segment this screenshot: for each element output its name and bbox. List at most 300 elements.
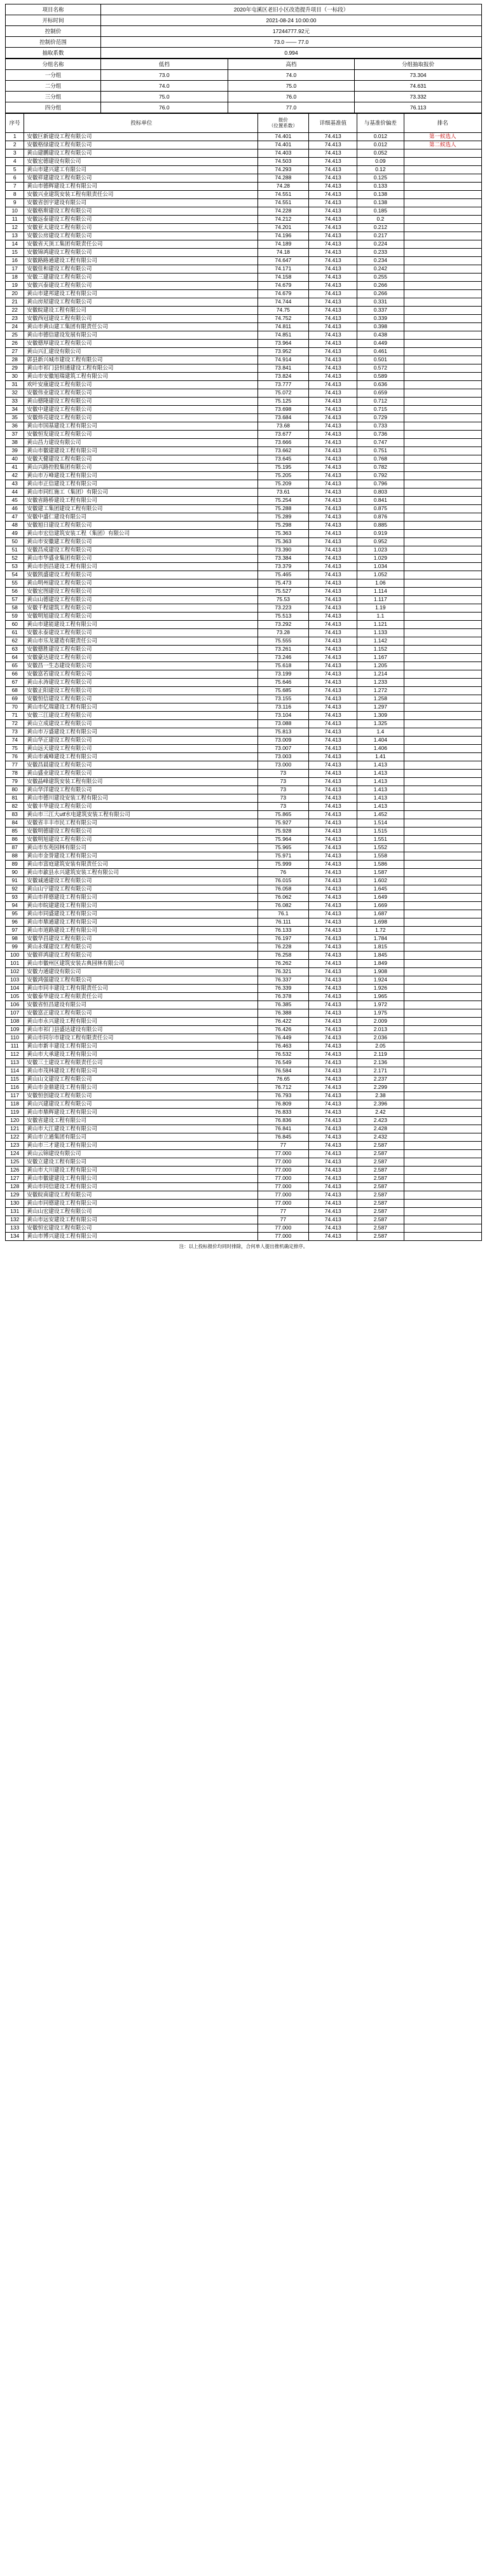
row-bidder-name: 黄山市万峰建设工程有限公司 bbox=[24, 472, 257, 480]
row-bidder-name: 安徽中建建设工程有限公司 bbox=[24, 406, 257, 414]
row-seq: 119 bbox=[6, 1109, 24, 1117]
row-bidder-name: 安徽昌一生态建设有限公司 bbox=[24, 662, 257, 670]
row-rank bbox=[404, 803, 481, 811]
row-rank bbox=[404, 621, 481, 629]
table-row bbox=[6, 654, 482, 662]
row-seq: 48 bbox=[6, 522, 24, 530]
table-row bbox=[6, 488, 482, 497]
table-row bbox=[6, 240, 482, 249]
table-row bbox=[6, 1001, 482, 1009]
row-deviation: 0.2 bbox=[357, 216, 404, 224]
row-bidder-name: 黄山房屋建设工程有限公司 bbox=[24, 298, 257, 307]
row-seq: 46 bbox=[6, 505, 24, 513]
row-bid-price: 73.684 bbox=[257, 414, 309, 422]
row-bid-price: 75.205 bbox=[257, 472, 309, 480]
row-base-value: 74.413 bbox=[309, 1076, 357, 1084]
row-deviation: 0.138 bbox=[357, 191, 404, 199]
row-deviation: 0.876 bbox=[357, 513, 404, 522]
row-bid-price: 74.914 bbox=[257, 356, 309, 364]
row-bid-price: 76.062 bbox=[257, 894, 309, 902]
row-bidder-name: 安徽省路桥建设工程有限公司 bbox=[24, 497, 257, 505]
row-base-value: 74.413 bbox=[309, 265, 357, 274]
row-deviation: 1.972 bbox=[357, 1001, 404, 1009]
row-bid-price: 76.422 bbox=[257, 1018, 309, 1026]
row-deviation: 1.297 bbox=[357, 703, 404, 712]
row-bid-price: 75.865 bbox=[257, 811, 309, 819]
row-rank bbox=[404, 737, 481, 745]
row-bid-price: 75.125 bbox=[257, 398, 309, 406]
row-rank bbox=[404, 761, 481, 770]
row-bidder-name: 黄山市远安建设工程有限公司 bbox=[24, 1216, 257, 1224]
row-rank bbox=[404, 1167, 481, 1175]
row-deviation: 0.792 bbox=[357, 472, 404, 480]
row-bid-price: 74.75 bbox=[257, 307, 309, 315]
table-row bbox=[6, 315, 482, 323]
row-bidder-name: 安徽昌晨建设工程有限公司 bbox=[24, 761, 257, 770]
row-seq: 29 bbox=[6, 364, 24, 373]
row-deviation: 1.06 bbox=[357, 579, 404, 588]
table-row bbox=[6, 852, 482, 861]
row-base-value: 74.413 bbox=[309, 902, 357, 910]
row-rank bbox=[404, 588, 481, 596]
row-seq: 94 bbox=[6, 902, 24, 910]
row-bidder-name: 安徽丰华建设工程有限公司 bbox=[24, 803, 257, 811]
table-row bbox=[6, 364, 482, 373]
row-bidder-name: 安徽宏德建设有限公司 bbox=[24, 158, 257, 166]
group-low: 76.0 bbox=[101, 102, 228, 113]
row-seq: 55 bbox=[6, 579, 24, 588]
row-bid-price: 75.527 bbox=[257, 588, 309, 596]
row-rank bbox=[404, 670, 481, 679]
row-bid-price: 77.000 bbox=[257, 1175, 309, 1183]
row-bidder-name: 黄山市同德建设工程有限公司 bbox=[24, 1200, 257, 1208]
row-deviation: 0.803 bbox=[357, 488, 404, 497]
row-base-value: 74.413 bbox=[309, 381, 357, 389]
row-rank bbox=[404, 348, 481, 356]
row-bid-price: 73.841 bbox=[257, 364, 309, 373]
row-seq: 105 bbox=[6, 993, 24, 1001]
row-deviation: 0.449 bbox=[357, 340, 404, 348]
row-bid-price: 74.201 bbox=[257, 224, 309, 232]
row-rank bbox=[404, 522, 481, 530]
row-base-value: 74.413 bbox=[309, 968, 357, 976]
row-rank bbox=[404, 1224, 481, 1233]
row-deviation: 1.72 bbox=[357, 927, 404, 935]
row-bidder-name: 黄山市新丰建设工程有限公司 bbox=[24, 1042, 257, 1051]
table-row bbox=[6, 183, 482, 191]
row-base-value: 74.413 bbox=[309, 778, 357, 786]
row-base-value: 74.413 bbox=[309, 943, 357, 952]
table-row bbox=[6, 828, 482, 836]
table-row bbox=[6, 935, 482, 943]
row-rank bbox=[404, 497, 481, 505]
row-rank bbox=[404, 199, 481, 207]
row-bidder-name: 安徽路路通建设工程有限公司 bbox=[24, 257, 257, 265]
row-bid-price: 73.199 bbox=[257, 670, 309, 679]
row-rank bbox=[404, 340, 481, 348]
row-seq: 134 bbox=[6, 1233, 24, 1241]
table-row bbox=[6, 1100, 482, 1109]
table-row bbox=[6, 662, 482, 670]
group-name: 二分组 bbox=[6, 81, 101, 92]
row-seq: 122 bbox=[6, 1133, 24, 1142]
row-bid-price: 75.288 bbox=[257, 505, 309, 513]
row-rank bbox=[404, 464, 481, 472]
row-deviation: 1.587 bbox=[357, 869, 404, 877]
row-deviation: 0.841 bbox=[357, 497, 404, 505]
row-bidder-name: 安徽豪达建设工程有限公司 bbox=[24, 654, 257, 662]
row-bidder-name: 安徽晶峰建筑安装工程有限公司 bbox=[24, 778, 257, 786]
row-base-value: 74.413 bbox=[309, 828, 357, 836]
row-deviation: 2.428 bbox=[357, 1125, 404, 1133]
label-open-time: 开标时间 bbox=[6, 15, 101, 26]
row-deviation: 0.733 bbox=[357, 422, 404, 431]
row-seq: 64 bbox=[6, 654, 24, 662]
row-rank bbox=[404, 389, 481, 398]
row-seq: 35 bbox=[6, 414, 24, 422]
row-bidder-name: 黄山市三才建设工程有限公司 bbox=[24, 1142, 257, 1150]
row-rank bbox=[404, 546, 481, 555]
row-bid-price: 76.426 bbox=[257, 1026, 309, 1034]
row-rank bbox=[404, 232, 481, 240]
row-rank bbox=[404, 1084, 481, 1092]
row-rank bbox=[404, 166, 481, 174]
row-bidder-name: 黄山山文建设工程有限公司 bbox=[24, 1076, 257, 1084]
row-base-value: 74.413 bbox=[309, 1018, 357, 1026]
row-seq: 65 bbox=[6, 662, 24, 670]
row-bid-price: 76.388 bbox=[257, 1009, 309, 1018]
row-bidder-name: 黄山昌力建设有限公司 bbox=[24, 439, 257, 447]
row-deviation: 1.029 bbox=[357, 555, 404, 563]
row-seq: 118 bbox=[6, 1100, 24, 1109]
row-bid-price: 75.254 bbox=[257, 497, 309, 505]
row-seq: 33 bbox=[6, 398, 24, 406]
row-seq: 53 bbox=[6, 563, 24, 571]
row-rank bbox=[404, 662, 481, 670]
row-base-value: 74.413 bbox=[309, 505, 357, 513]
row-deviation: 0.012 bbox=[357, 141, 404, 149]
row-bid-price: 75.513 bbox=[257, 613, 309, 621]
row-bid-price: 74.212 bbox=[257, 216, 309, 224]
row-bidder-name: 黄山市同丰建设工程有限责任公司 bbox=[24, 985, 257, 993]
row-bid-price: 73.662 bbox=[257, 447, 309, 455]
table-row bbox=[6, 232, 482, 240]
row-seq: 15 bbox=[6, 249, 24, 257]
group-pick: 73.332 bbox=[355, 92, 482, 102]
row-base-value: 74.413 bbox=[309, 861, 357, 869]
row-seq: 43 bbox=[6, 480, 24, 488]
row-base-value: 74.413 bbox=[309, 588, 357, 596]
row-bidder-name: 安徽宏图建设工程有限公司 bbox=[24, 588, 257, 596]
row-bid-price: 76.337 bbox=[257, 976, 309, 985]
col-header-base: 详细基准值 bbox=[309, 114, 357, 133]
row-bidder-name: 安徽锦鸿建设工程有限公司 bbox=[24, 249, 257, 257]
row-bid-price: 74.189 bbox=[257, 240, 309, 249]
row-seq: 110 bbox=[6, 1034, 24, 1042]
row-bidder-name: 黄山市金鼎建设工程有限公司 bbox=[24, 1084, 257, 1092]
row-deviation: 2.587 bbox=[357, 1216, 404, 1224]
row-deviation: 1.452 bbox=[357, 811, 404, 819]
row-base-value: 74.413 bbox=[309, 282, 357, 290]
row-rank bbox=[404, 1042, 481, 1051]
row-seq: 124 bbox=[6, 1150, 24, 1158]
row-rank bbox=[404, 307, 481, 315]
row-seq: 81 bbox=[6, 794, 24, 803]
row-bid-price: 73.223 bbox=[257, 604, 309, 613]
row-bid-price: 73.952 bbox=[257, 348, 309, 356]
table-row bbox=[6, 1191, 482, 1200]
row-bidder-name: 安徽鸿强建设工程有限公司 bbox=[24, 976, 257, 985]
row-base-value: 74.413 bbox=[309, 207, 357, 216]
row-bidder-name: 安徽炜亮建设工程有限公司 bbox=[24, 414, 257, 422]
table-row bbox=[6, 1076, 482, 1084]
row-bidder-name: 黄山市德川建设安装工程有限公司 bbox=[24, 794, 257, 803]
table-row bbox=[6, 1084, 482, 1092]
row-base-value: 74.413 bbox=[309, 224, 357, 232]
row-seq: 103 bbox=[6, 976, 24, 985]
row-bidder-name: 黄山市安徽建工程有限公司 bbox=[24, 538, 257, 546]
row-seq: 54 bbox=[6, 571, 24, 579]
table-row bbox=[6, 133, 482, 141]
row-seq: 17 bbox=[6, 265, 24, 274]
header-row-project-name bbox=[6, 4, 482, 15]
table-row bbox=[6, 348, 482, 356]
row-base-value: 74.413 bbox=[309, 753, 357, 761]
row-seq: 13 bbox=[6, 232, 24, 240]
group-low: 74.0 bbox=[101, 81, 228, 92]
row-bidder-name: 黄山市三江大utf水电建筑安装工程有限公司 bbox=[24, 811, 257, 819]
row-bidder-name: 黄山山宏建设工程有限公司 bbox=[24, 1208, 257, 1216]
col-header-bid-line1: 报价 bbox=[278, 117, 288, 123]
row-bidder-name: 黄山市祥德建设工程有限公司 bbox=[24, 894, 257, 902]
row-seq: 132 bbox=[6, 1216, 24, 1224]
row-bidder-name: 安徽格斯建设工程有限公司 bbox=[24, 207, 257, 216]
row-deviation: 0.12 bbox=[357, 166, 404, 174]
row-base-value: 74.413 bbox=[309, 1092, 357, 1100]
row-bidder-name: 黄山市万盛建设工程有限公司 bbox=[24, 728, 257, 737]
row-deviation: 1.121 bbox=[357, 621, 404, 629]
row-base-value: 74.413 bbox=[309, 183, 357, 191]
header-row-control-range bbox=[6, 37, 482, 48]
row-deviation: 1.602 bbox=[357, 877, 404, 885]
row-bidder-name: 安徽力通建设有限公司 bbox=[24, 968, 257, 976]
row-bidder-name: 安徽省丰丰市民工程有限公司 bbox=[24, 819, 257, 828]
row-deviation: 1.325 bbox=[357, 720, 404, 728]
row-bid-price: 73.003 bbox=[257, 753, 309, 761]
row-deviation: 1.926 bbox=[357, 985, 404, 993]
row-deviation: 1.413 bbox=[357, 761, 404, 770]
row-bid-price: 74.551 bbox=[257, 199, 309, 207]
group-high: 74.0 bbox=[228, 70, 355, 81]
table-row bbox=[6, 373, 482, 381]
row-base-value: 74.413 bbox=[309, 1042, 357, 1051]
row-seq: 93 bbox=[6, 894, 24, 902]
row-base-value: 74.413 bbox=[309, 1142, 357, 1150]
row-bid-price: 73.645 bbox=[257, 455, 309, 464]
row-bidder-name: 黄山盛业建设工程有限公司 bbox=[24, 770, 257, 778]
row-bid-price: 75.927 bbox=[257, 819, 309, 828]
row-rank bbox=[404, 323, 481, 331]
table-row bbox=[6, 1067, 482, 1076]
table-row bbox=[6, 902, 482, 910]
table-row bbox=[6, 455, 482, 464]
row-rank bbox=[404, 1233, 481, 1241]
row-deviation: 1.4 bbox=[357, 728, 404, 737]
row-bid-price: 74.744 bbox=[257, 298, 309, 307]
table-row bbox=[6, 1059, 482, 1067]
row-seq: 67 bbox=[6, 679, 24, 687]
row-bidder-name: 黄山市亿瑞建设工程有限公司 bbox=[24, 703, 257, 712]
row-rank bbox=[404, 488, 481, 497]
row-bid-price: 75.928 bbox=[257, 828, 309, 836]
row-bidder-name: 黄山市德信建设发展有限公司 bbox=[24, 331, 257, 340]
table-row bbox=[6, 1034, 482, 1042]
row-bid-price: 76.449 bbox=[257, 1034, 309, 1042]
row-bidder-name: 黄山永涛建设工程有限公司 bbox=[24, 679, 257, 687]
table-row bbox=[6, 1175, 482, 1183]
row-deviation: 1.645 bbox=[357, 885, 404, 894]
row-seq: 89 bbox=[6, 861, 24, 869]
row-rank bbox=[404, 249, 481, 257]
row-deviation: 1.845 bbox=[357, 952, 404, 960]
row-base-value: 74.413 bbox=[309, 993, 357, 1001]
row-seq: 90 bbox=[6, 869, 24, 877]
group-pick: 73.304 bbox=[355, 70, 482, 81]
row-base-value: 74.413 bbox=[309, 761, 357, 770]
row-rank bbox=[404, 604, 481, 613]
table-row bbox=[6, 1233, 482, 1241]
row-deviation: 0.255 bbox=[357, 274, 404, 282]
row-seq: 114 bbox=[6, 1067, 24, 1076]
row-seq: 11 bbox=[6, 216, 24, 224]
row-base-value: 74.413 bbox=[309, 654, 357, 662]
table-row bbox=[6, 1117, 482, 1125]
table-row bbox=[6, 637, 482, 646]
row-seq: 25 bbox=[6, 331, 24, 340]
row-rank bbox=[404, 447, 481, 455]
row-rank: 第一候选人 bbox=[404, 133, 481, 141]
row-rank bbox=[404, 257, 481, 265]
row-base-value: 74.413 bbox=[309, 158, 357, 166]
row-base-value: 74.413 bbox=[309, 563, 357, 571]
row-bid-price: 73.116 bbox=[257, 703, 309, 712]
table-row bbox=[6, 646, 482, 654]
row-rank bbox=[404, 952, 481, 960]
row-rank bbox=[404, 885, 481, 894]
row-seq: 96 bbox=[6, 918, 24, 927]
row-bidder-name: 黄山市大承建设工程有限公司 bbox=[24, 1051, 257, 1059]
row-bidder-name: 安徽兴泰建设工程有限公司 bbox=[24, 282, 257, 290]
row-bid-price: 74.403 bbox=[257, 149, 309, 158]
row-base-value: 74.413 bbox=[309, 464, 357, 472]
row-deviation: 0.266 bbox=[357, 290, 404, 298]
table-row bbox=[6, 274, 482, 282]
row-base-value: 74.413 bbox=[309, 240, 357, 249]
row-bid-price: 73 bbox=[257, 770, 309, 778]
row-rank bbox=[404, 1092, 481, 1100]
table-row bbox=[6, 877, 482, 885]
row-seq: 131 bbox=[6, 1208, 24, 1216]
table-row bbox=[6, 1142, 482, 1150]
row-seq: 60 bbox=[6, 621, 24, 629]
row-rank bbox=[404, 687, 481, 695]
row-base-value: 74.413 bbox=[309, 439, 357, 447]
table-row bbox=[6, 1125, 482, 1133]
row-rank bbox=[404, 191, 481, 199]
value-control-price: 17244777.92元 bbox=[101, 26, 482, 37]
row-rank bbox=[404, 703, 481, 712]
row-seq: 58 bbox=[6, 604, 24, 613]
row-bidder-name: 黄山市立通集团有限公司 bbox=[24, 1133, 257, 1142]
row-deviation: 0.659 bbox=[357, 389, 404, 398]
row-bidder-name: 安徽三江建设工程有限公司 bbox=[24, 712, 257, 720]
row-deviation: 2.432 bbox=[357, 1133, 404, 1142]
row-bid-price: 77.000 bbox=[257, 1150, 309, 1158]
row-rank bbox=[404, 315, 481, 323]
row-seq: 51 bbox=[6, 546, 24, 555]
row-bidder-name: 黄山市博兴建设工程有限公司 bbox=[24, 1233, 257, 1241]
row-rank bbox=[404, 993, 481, 1001]
row-deviation: 2.587 bbox=[357, 1233, 404, 1241]
row-bid-price: 74.171 bbox=[257, 265, 309, 274]
row-deviation: 1.413 bbox=[357, 786, 404, 794]
row-bidder-name: 黄山市德辉建设工程有限公司 bbox=[24, 183, 257, 191]
row-seq: 106 bbox=[6, 1001, 24, 1009]
row-rank bbox=[404, 943, 481, 952]
row-base-value: 74.413 bbox=[309, 927, 357, 935]
row-rank bbox=[404, 571, 481, 579]
bid-results-table bbox=[5, 113, 482, 1241]
row-bid-price: 74.228 bbox=[257, 207, 309, 216]
row-bidder-name: 安徽正阳建设工程有限公司 bbox=[24, 687, 257, 695]
table-row bbox=[6, 1133, 482, 1142]
table-row bbox=[6, 687, 482, 695]
table-row bbox=[6, 257, 482, 265]
row-base-value: 74.413 bbox=[309, 422, 357, 431]
row-deviation: 0.398 bbox=[357, 323, 404, 331]
row-bidder-name: 黄山市道路建设工程有限公司 bbox=[24, 927, 257, 935]
row-bid-price: 74.752 bbox=[257, 315, 309, 323]
row-bid-price: 76.197 bbox=[257, 935, 309, 943]
row-bidder-name: 安徽恒宏建设工程有限公司 bbox=[24, 1224, 257, 1233]
row-base-value: 74.413 bbox=[309, 852, 357, 861]
row-bid-price: 73.68 bbox=[257, 422, 309, 431]
row-deviation: 2.171 bbox=[357, 1067, 404, 1076]
row-base-value: 74.413 bbox=[309, 414, 357, 422]
group-low: 75.0 bbox=[101, 92, 228, 102]
table-row bbox=[6, 1150, 482, 1158]
row-bidder-name: 安徽省恒昌建设有限公司 bbox=[24, 1001, 257, 1009]
row-bidder-name: 黄山市徽州区建筑安装古典园林有限公司 bbox=[24, 960, 257, 968]
row-bidder-name: 黄山市大川建设工程有限公司 bbox=[24, 1167, 257, 1175]
row-seq: 56 bbox=[6, 588, 24, 596]
row-deviation: 0.212 bbox=[357, 224, 404, 232]
row-bid-price: 74.401 bbox=[257, 141, 309, 149]
table-row bbox=[6, 1109, 482, 1117]
row-bid-price: 74.18 bbox=[257, 249, 309, 257]
table-body bbox=[6, 133, 482, 1241]
row-seq: 2 bbox=[6, 141, 24, 149]
row-seq: 85 bbox=[6, 828, 24, 836]
table-row bbox=[6, 174, 482, 183]
row-rank bbox=[404, 695, 481, 703]
row-base-value: 74.413 bbox=[309, 1216, 357, 1224]
row-deviation: 1.669 bbox=[357, 902, 404, 910]
row-bid-price: 74.679 bbox=[257, 282, 309, 290]
row-bidder-name: 安徽明旭建设工程有限公司 bbox=[24, 613, 257, 621]
row-deviation: 1.413 bbox=[357, 803, 404, 811]
table-row bbox=[6, 356, 482, 364]
